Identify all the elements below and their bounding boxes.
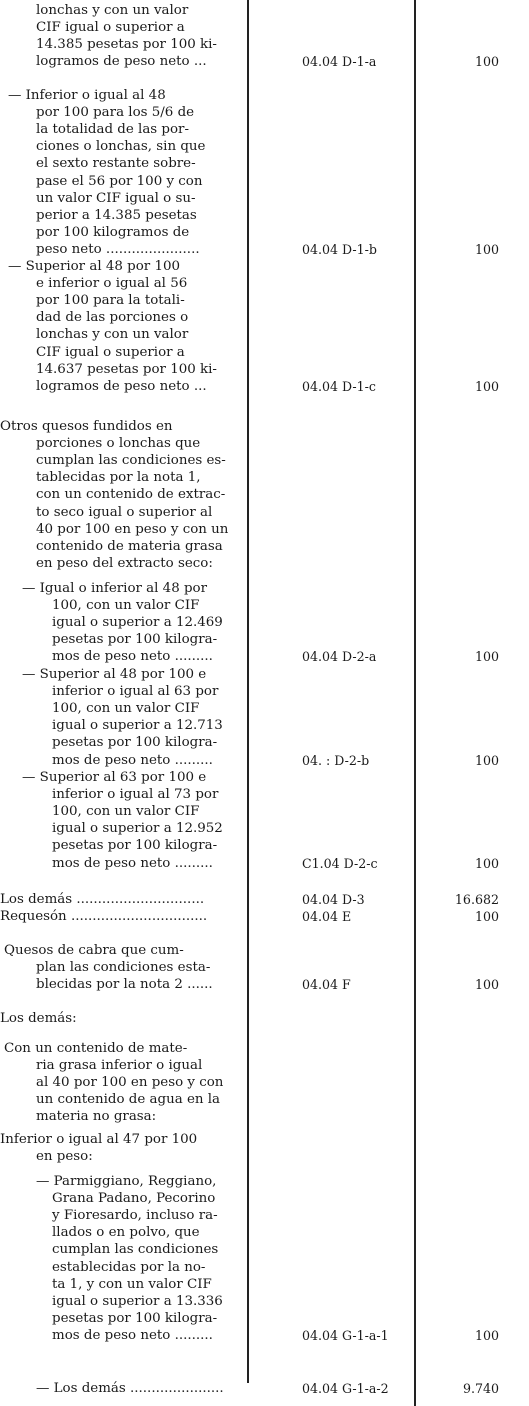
duty-value: 100 <box>474 54 499 70</box>
tariff-code: C1.04 D-2-c <box>302 855 378 871</box>
description-line: mos de peso neto ......... <box>52 752 213 768</box>
description-line: por 100 para los 5/6 de <box>36 105 195 121</box>
table-row <box>0 87 245 258</box>
description-line: al 40 por 100 en peso y con <box>36 1075 224 1091</box>
duty-value: 100 <box>474 909 499 924</box>
description-line: igual o superior a 12.469 <box>52 615 223 631</box>
description-line: Inferior o igual al 47 por 100 <box>0 1132 198 1147</box>
description-line: porciones o lonchas que <box>36 436 201 452</box>
tariff-code: 04.04 F <box>302 977 351 993</box>
description-line: pesetas por 100 kilogra- <box>52 838 218 854</box>
table-row <box>0 580 245 666</box>
description-line: 40 por 100 en peso y con un <box>36 521 229 537</box>
description-line: logramos de peso neto ... <box>36 378 207 394</box>
table-row <box>0 908 245 925</box>
description-line: la totalidad de las por- <box>36 122 189 138</box>
description-line: Quesos de cabra que cum- <box>4 943 184 958</box>
description-line: dad de las porciones o <box>36 310 189 326</box>
description-line: en peso: <box>36 1149 93 1165</box>
description-line: igual o superior a 12.713 <box>52 718 223 734</box>
table-row <box>0 769 245 872</box>
duty-value: 9.740 <box>462 1381 499 1396</box>
description-line: con un contenido de extrac- <box>36 487 226 503</box>
description-line: un valor CIF igual o su- <box>36 190 196 206</box>
description-line: 100, con un valor CIF <box>52 804 200 820</box>
description-line: Grana Padano, Pecorino <box>52 1191 216 1207</box>
description-line: blecidas por la nota 2 ...... <box>36 977 213 993</box>
description-line: CIF igual o superior a <box>36 20 185 36</box>
table-row <box>0 1173 245 1344</box>
description-line: inferior o igual al 73 por <box>52 787 219 803</box>
tariff-code: 04.04 D-3 <box>302 892 365 907</box>
tariff-code: 04. : D-2-b <box>302 752 370 768</box>
description-line: por 100 kilogramos de <box>36 224 190 240</box>
description-line: mos de peso neto ......... <box>52 649 213 665</box>
description-line: tablecidas por la nota 1, <box>36 470 201 486</box>
description-line: establecidas por la no- <box>52 1259 206 1275</box>
tariff-code: 04.04 E <box>302 909 352 924</box>
table-row <box>0 1131 245 1165</box>
duty-value: 100 <box>474 649 499 665</box>
description-line: plan las condiciones esta- <box>36 960 211 976</box>
description-line: — Superior al 63 por 100 e <box>22 770 207 785</box>
table-row <box>0 942 245 993</box>
description-line: to seco igual o superior al <box>36 504 213 520</box>
column-divider <box>414 0 416 1406</box>
description-line: Requesón ................................ <box>0 909 208 924</box>
description-line: lonchas y con un valor <box>36 327 189 343</box>
description-line: inferior o igual al 63 por <box>52 684 219 700</box>
description-line: contenido de materia grasa <box>36 538 223 554</box>
description-line: Otros quesos fundidos en <box>0 419 173 434</box>
description-line: — Los demás ...................... <box>36 1381 224 1396</box>
description-line: — Igual o inferior al 48 por <box>22 581 208 596</box>
description-line: y Fioresardo, incluso ra- <box>52 1208 218 1224</box>
description-line: materia no grasa: <box>36 1109 157 1125</box>
description-line: 100, con un valor CIF <box>52 701 200 717</box>
description-line: ciones o lonchas, sin que <box>36 139 206 155</box>
table-row <box>0 418 245 572</box>
description-line: en peso del extracto seco: <box>36 555 213 571</box>
description-line: 100, con un valor CIF <box>52 598 200 614</box>
table-row <box>0 666 245 769</box>
duty-value: 100 <box>474 241 499 257</box>
description-line: pesetas por 100 kilogra- <box>52 632 218 648</box>
description-line: e inferior o igual al 56 <box>36 276 188 292</box>
description-line: pesetas por 100 kilogra- <box>52 735 218 751</box>
tariff-code: 04.04 D-1-a <box>302 54 377 70</box>
table-row <box>0 1380 245 1397</box>
description-line: — Inferior o igual al 48 <box>8 88 166 103</box>
column-divider <box>247 0 249 1383</box>
description-line: logramos de peso neto ... <box>36 54 207 70</box>
description-line: Con un contenido de mate- <box>4 1041 188 1056</box>
description-line: igual o superior a 13.336 <box>52 1293 223 1309</box>
description-line: pesetas por 100 kilogra- <box>52 1310 218 1326</box>
description-line: perior a 14.385 pesetas <box>36 207 197 223</box>
duty-value: 16.682 <box>454 892 499 907</box>
description-line: mos de peso neto ......... <box>52 1327 213 1343</box>
description-line: — Superior al 48 por 100 <box>8 259 181 274</box>
description-line: pase el 56 por 100 y con <box>36 173 203 189</box>
description-line: CIF igual o superior a <box>36 344 185 360</box>
description-line: — Parmiggiano, Reggiano, <box>36 1174 217 1189</box>
table-row <box>0 2 245 70</box>
table-row <box>0 1040 245 1126</box>
duty-value: 100 <box>474 1327 499 1343</box>
description-line: peso neto ...................... <box>36 241 200 257</box>
tariff-code: 04.04 D-1-b <box>302 241 377 257</box>
description-line: un contenido de agua en la <box>36 1092 221 1108</box>
description-line: ria grasa inferior o igual <box>36 1058 203 1074</box>
duty-value: 100 <box>474 378 499 394</box>
tariff-code: 04.04 D-1-c <box>302 378 376 394</box>
description-line: cumplan las condiciones <box>52 1242 219 1258</box>
description-line: el sexto restante sobre- <box>36 156 196 172</box>
description-line: mos de peso neto ......... <box>52 855 213 871</box>
table-row <box>0 891 245 908</box>
description-line: — Superior al 48 por 100 e <box>22 667 207 682</box>
tariff-code: 04.04 G-1-a-2 <box>302 1381 389 1396</box>
tariff-code: 04.04 D-2-a <box>302 649 377 665</box>
description-line: cumplan las condiciones es- <box>36 453 226 469</box>
duty-value: 100 <box>474 752 499 768</box>
description-line: por 100 para la totali- <box>36 293 185 309</box>
table-row <box>0 258 245 395</box>
description-line: lonchas y con un valor <box>36 3 189 18</box>
duty-value: 100 <box>474 855 499 871</box>
description-line: 14.385 pesetas por 100 ki- <box>36 37 217 53</box>
description-line: llados o en polvo, que <box>52 1225 200 1241</box>
tariff-code: 04.04 G-1-a-1 <box>302 1327 389 1343</box>
description-line: igual o superior a 12.952 <box>52 821 223 837</box>
description-line: 14.637 pesetas por 100 ki- <box>36 361 217 377</box>
table-row <box>0 1010 245 1027</box>
duty-value: 100 <box>474 977 499 993</box>
description-line: ta 1, y con un valor CIF <box>52 1276 212 1292</box>
description-line: Los demás .............................. <box>0 892 205 907</box>
description-line: Los demás: <box>0 1011 77 1026</box>
